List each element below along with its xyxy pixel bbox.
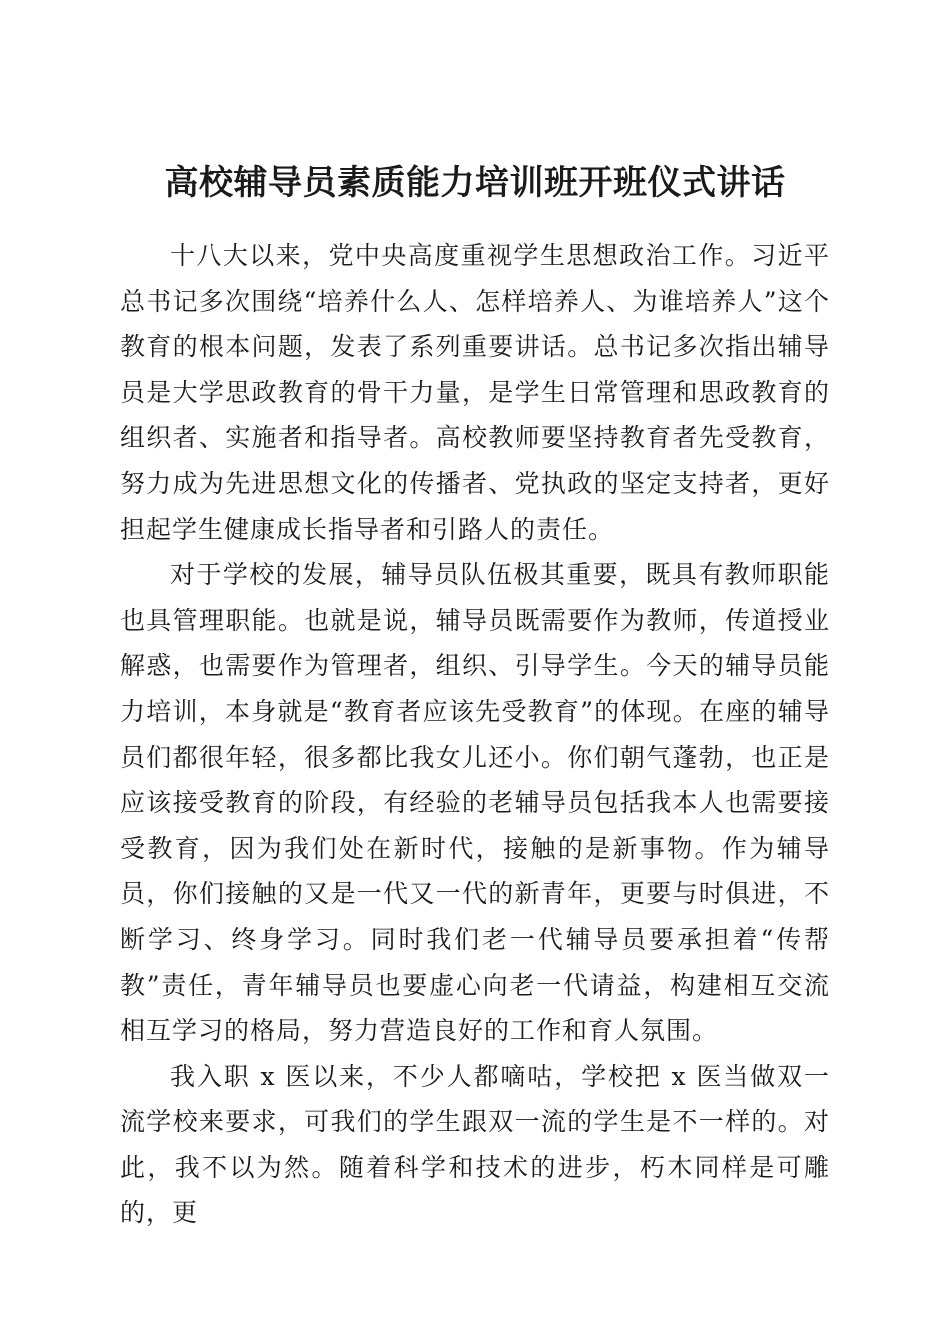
paragraph: 对于学校的发展，辅导员队伍极其重要，既具有教师职能也具管理职能。也就是说，辅导员既需要作为教师，传道授业解惑，也需要作为管理者，组织、引导学生。今天的辅导员能力培训，本身就是“教育者应该先受教育”的体现。在座的辅导员们都很年轻，很多都比我女儿还小。你们朝气蓬勃，也正是应该接受教育的阶段，有经验的老辅导员包括我本人也需要接受教育，因为我们处在新时代，接触的是新事物。作为辅导员，你们接触的又是一代又一代的新青年，更要与时俱进，不断学习、终身学习。同时我们老一代辅导员要承担着“传帮教”责任，青年辅导员也要虚心向老一代请益，构建相互交流相互学习的格局，努力营造良好的工作和育人氛围。 bbox=[120, 560, 830, 1046]
paragraph: 我入职 x 医以来，不少人都嘀咕，学校把 x 医当做双一流学校来要求，可我们的学生跟双一流的学生是不一样的。对此，我不以为然。随着科学和技术的进步，朽木同样是可雕的，更 bbox=[120, 1061, 830, 1228]
document-body bbox=[120, 233, 830, 1236]
paragraph: 十八大以来，党中央高度重视学生思想政治工作。习近平总书记多次围绕“培养什么人、怎样培养人、为谁培养人”这个教育的根本问题，发表了系列重要讲话。总书记多次指出辅导员是大学思政教育的骨干力量，是学生日常管理和思政教育的组织者、实施者和指导者。高校教师要坚持教育者先受教育，努力成为先进思想文化的传播者、党执政的坚定支持者，更好担起学生健康成长指导者和引路人的责任。 bbox=[120, 241, 830, 544]
document-title: 高校辅导员素质能力培训班开班仪式讲话 bbox=[164, 162, 786, 203]
